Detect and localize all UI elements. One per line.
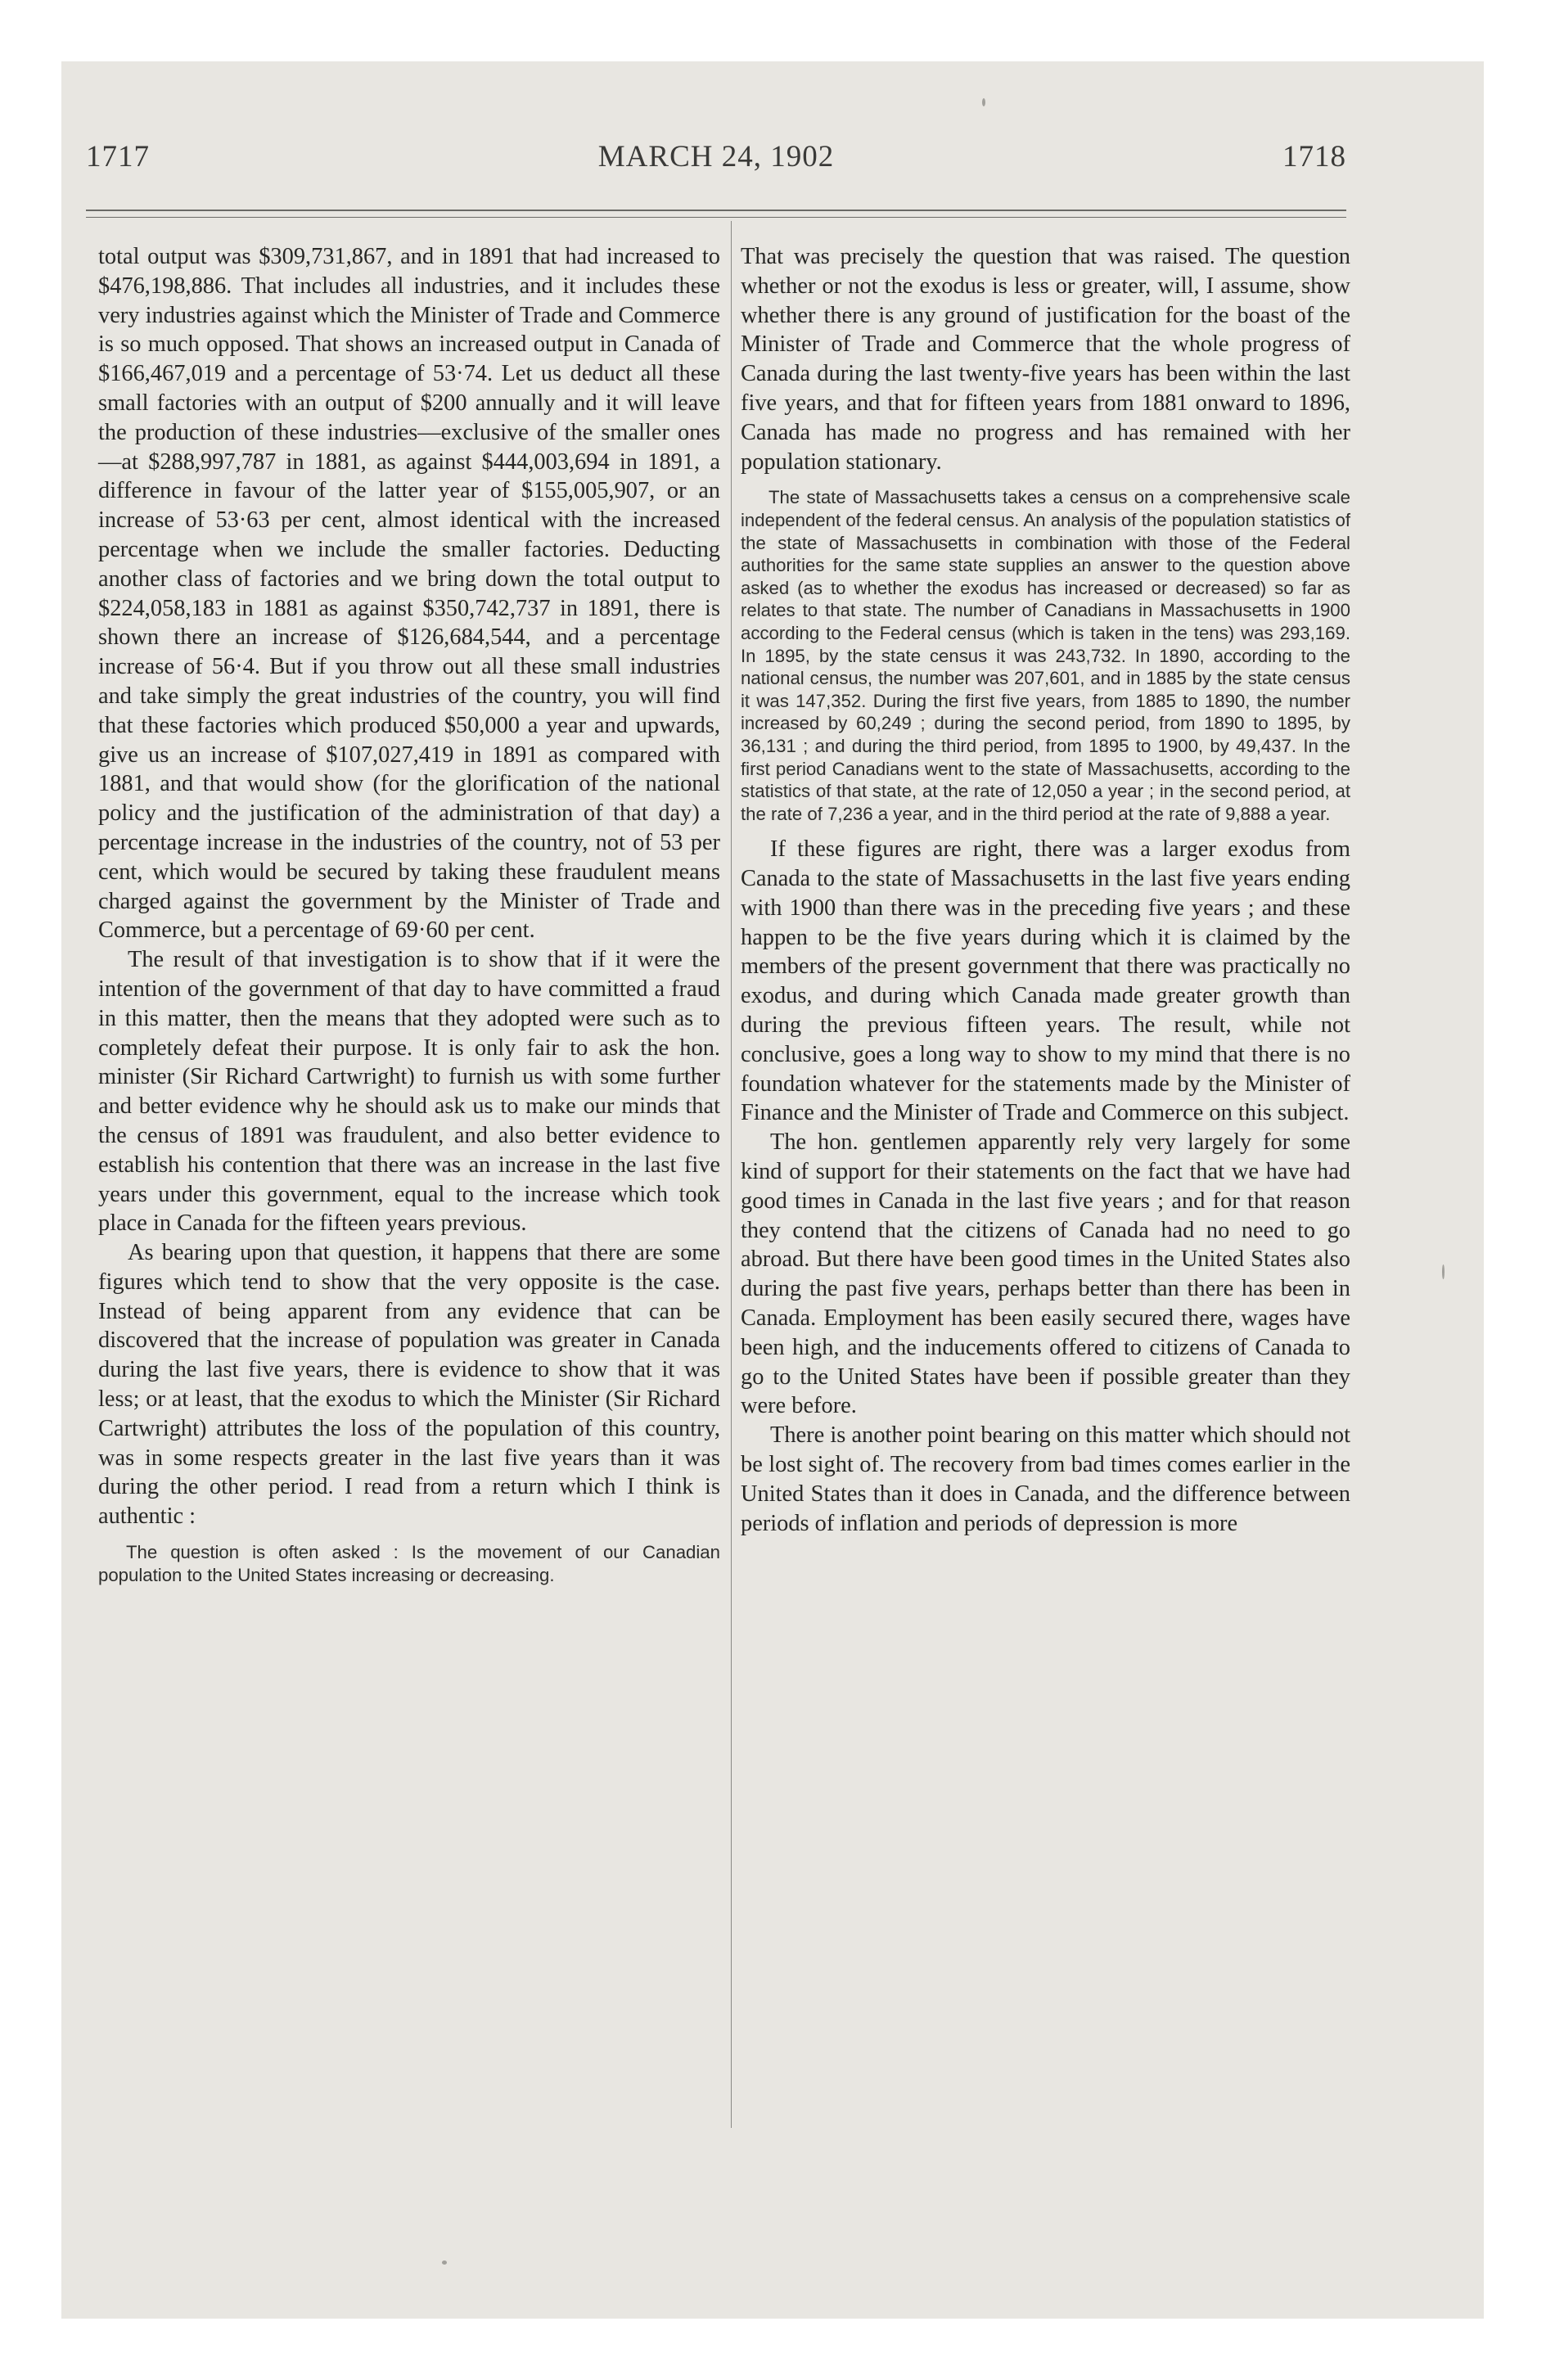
right-column <box>741 242 1350 1538</box>
paragraph: That was precisely the question that was raised. The question whether or not the exodus is less or greater, will, I assume, show whether there is any ground of justification for the boast of the Minister of Trade and Commerce that the whole progress of Canada during the last twenty-five years has been within the last five years, and that for fifteen years from 1881 onward to 1896, Canada has made no progress and has remained with her population stationary. <box>741 244 1350 475</box>
page-date: MARCH 24, 1902 <box>597 140 835 174</box>
paragraph: There is another point bearing on this matter which should not be lost sight of. The recovery from bad times comes earlier in the United States than it does in Canada, and the difference between periods of inflation and periods of depression is more <box>741 1422 1350 1536</box>
left-column <box>98 242 720 1596</box>
column-divider <box>731 221 732 2128</box>
header-rule-bottom <box>86 217 1346 218</box>
paragraph: The result of that investigation is to show that if it were the intention of the government of that day to have committed a fraud in this matter, then the means that they adopted were such as to completely defeat their purpose. It is only fair to ask the hon. minister (Sir Richard Cartwright) to furnish us with some further and better evidence why he should ask us to make our minds that the census of 1891 was fraudulent, and also better evidence to establish his contention that there was an increase in the last five years under this government, equal to the increase which took place in Canada for the fifteen years previous. <box>98 947 720 1237</box>
paragraph: total output was $309,731,867, and in 1891 that had increased to $476,198,886. That includes all industries, and it includes these very industries against which the Minister of Trade and Commerce is so much opposed. That shows an increased output in Canada of $166,467,019 and a percentage of 53·74. Let us deduct all these small factories with an output of $200 annually and it will leave the production of these industries—exclusive of the smaller ones—at $288,997,787 in 1881, as against $444,003,694 in 1891, a difference in favour of the latter year of $155,005,907, or an increase of 53·63 per cent, almost identical with the increased percentage when we include the smaller factories. Deducting another class of factories and we bring down the total output to $224,058,183 in 1881 as against $350,742,737 in 1891, there is shown there an increase of $126,684,544, and a percentage increase of 56·4. But if you throw out all these small industries and take simply the great industries of the country, you will find that these factories which produced $50,000 a year and upwards, give us an increase of $107,027,419 in 1891 as compared with 1881, and that would show (for the glorification of the national policy and the justification of the administration of that day) a percentage increase in the industries of the country, not of 53 per cent, which would be secured by taking these fraudulent means charged against the government by the Minister of Trade and Commerce, but a percentage of 69·60 per cent. <box>98 244 720 944</box>
quoted-text: The state of Massachusetts takes a census on a comprehensive scale independent of the federal census. An analysis of the population statistics of the state of Massachusetts in combination with those of the Federal authorities for the same state supplies an answer to the question above asked (as to whether the exodus has increased or decreased) so far as relates to that state. The number of Canadians in Massachusetts in 1900 according to the Federal census (which is taken in the tens) was 293,169. In 1895, by the state census it was 243,732. In 1890, according to the national census, the number was 207,601, and in 1885 by the state census it was 147,352. During the first five years, from 1885 to 1890, the number increased by 60,249 ; during the second period, from 1890 to 1895, by 36,131 ; and during the third period, from 1895 to 1900, by 49,437. In the first period Canadians went to the state of Massachusetts, according to the statistics of that state, at the rate of 12,050 a year ; in the second period, at the rate of 7,236 a year, and in the third period at the rate of 9,888 a year. <box>741 487 1351 824</box>
paragraph: If these figures are right, there was a larger exodus from Canada to the state of Massachusetts in the last five years ending with 1900 than there was in the preceding five years ; and these happen to be the five years during which it is claimed by the members of the present government that there was practically no exodus, and during which Canada made greater growth than during the previous fifteen years. The result, while not conclusive, goes a long way to show to my mind that there is no foundation whatever for the statements made by the Minister of Finance and the Minister of Trade and Commerce on this subject. <box>741 836 1350 1126</box>
page-number-right: 1718 <box>1282 140 1346 174</box>
page-number-left: 1717 <box>86 140 150 174</box>
paragraph: The hon. gentlemen apparently rely very largely for some kind of support for their statements on the fact that we have had good times in Canada in the last five years ; and for that reason they contend that the citizens of Canada had no need to go abroad. But there have been good times in the United States also during the past five years, perhaps better than there has been in Canada. Employment has been easily secured there, wages have been high, and the inducements offered to citizens of Canada to go to the United States have been if possible greater than they were before. <box>741 1129 1350 1419</box>
scan-speck <box>1442 1264 1445 1279</box>
scan-speck <box>982 98 985 106</box>
header-rule-top <box>86 210 1346 211</box>
scan-speck <box>442 2261 447 2265</box>
quoted-text: The question is often asked : Is the movement of our Canadian population to the United States increasing or decreasing. <box>98 1542 720 1585</box>
paragraph: As bearing upon that question, it happens that there are some figures which tend to show that the very opposite is the case. Instead of being apparent from any evidence that can be discovered that the increase of population was greater in Canada during the last five years, there is evidence to show that it was less; or at least, that the exodus to which the Minister (Sir Richard Cartwright) attributes the loss of the population of this country, was in some respects greater in the last five years than it was during the other period. I read from a return which I think is authentic : <box>98 1240 720 1530</box>
page-header <box>86 139 1346 188</box>
